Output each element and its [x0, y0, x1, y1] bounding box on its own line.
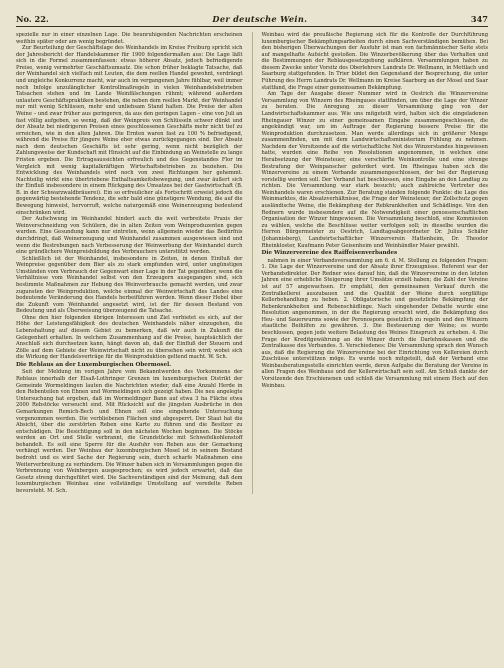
section-heading: Die Winzervereine des Raiffeisenverbandes: [261, 250, 398, 257]
paragraph: Zur Beurteilung der Geschäftslage des Weinhandels im Kreise Freiburg spricht sich der Jahresbericht der Handelskammer für 1900 folgendermaßen aus: Die Lage läßt sich in die Formel zusammenfassen: etwas höherer Absatz, jedoch befriedigende Preise, wenig vermehrter Geschäftsumsatz. Die schon früher beklagte Tatsache, daß der Weinhandel sich vielfach mit Leuten, die dem reellen Handel gewohnt, verdrängt und ungleiche Konkurrenz macht, war auch im vergangenen Jahre fühlbar, weil immer noch Infolge unzulänglicher Kontrollmaßregeln in vielen Weinhandelsbetrieben Tatsachen stehen und im Lande Weinfälschungen rühmt; während außerdem unlautere Geschäftspraktiken bestehen, die neben dem reellen Markt, der Weinhandel nur mit wenig Schlüssen, mehr und unliebsam Stand halten. Die Preise der alten Weine – und zwar früher aus geringeren, da aus den geringen Lagen – eine von Juli an fast völlig aufgeben, so wenig, daß der Weinpreis von Schlüsseln schwer dünkt und der Absatz bei niedrigeren Preisen eines geschlossenen Geschäfts mehr nicht tief zu erreichen, wie in den alten Jahren. Die Ernten waren fast zu 100 % befriedigend, während die Preise für jüngere Weine eher etwas zurückgegangen sind. Der Absatz nach dem deutschen Geschäfts ist sehr gering, wenn nicht bezüglich der Zahlungsweise der Kundschaft mit Hinsicht auf die Einbindung an Weinstelle zu lange Fristen ergeben. Die Ertragsaussichten erfreulich und des Gegenstandes Flor im Vergleich mit wenig kapitalkräftigen Wirtschaftsbetrieben zu beziehen. Die Entwicklung des Weinhandels wird noch von zwei Richtungen her gehemmt. Nachteilig wirkt eine übertriebene Enthaltsamkeitsbewegung, und zwar äußert sich ihr Einfluß insbesondere in einem Rückgang des Umsatzes bei der Gastwirtschaft (B. B. in der Schwarzwaldbräuerei). Ein so erfreulicher als Fortschritt erweist jedoch die gegenwärtig bestehende Tendenz, die sehr bald eine günstigere Wendung, die auf die Bewegung hinweist, hervorruft, welche naturgemäß eine Weinerzeugung bedeutend einschränken wird.: [16, 45, 243, 216]
right-column: [262, 32, 489, 494]
paragraph: Schließlich ist der Weinhandel, insbesondere in Zeiten, in denen Einfluß der Weinpreise gegenüber dem Bier als zu stark empfunden wird, unter ungünstigen Umständen vom Verbrauch der Gegenwart einer Lage in der Tat gegenüber, wenn die Verhältnisse vom Weinhandel selbst von den Erzeugern ausgegangen sind, sich bestimmte Maßnahmen zur Hebung des Weinverbrauchs gemacht werden, und zwar zugunsten der Weinproduktion, welche einmal der Weinwirtschaft des Landes eine bedeutende Veränderung des Handels herbeiführen werden. Wenn dieser Hebel über die Zukunft vom Weinhandel angesetzt wird, ist der für dessen Bestand von Bedeutung und als Überweisung überzeugend die Tatsache.: [16, 255, 243, 315]
paragraph: Der Aufschwung im Weinhandel hindert auch die weit verbreitete Praxis der Weinverschneidung von Schülern, die in alten Zeiten vom Weinproduzenten gegen wurden. Eine Gesundung kann nur eintreten, wenn allgemein wieder das Bedürfnis durchdringt, daß Weinerzeugung und Weinhandel zusammen ausgewiesen sind und wenn die Bestrebungen nach Verbesserung der Weinwerbung der Weinhandel durch eine gründlichere Weinpreisbildung des Verbrauchers unterstützt werden.: [16, 216, 243, 256]
paragraph: nahmen in einer Verbandsversammlung am 6. d. M. Stellung zu folgenden Fragen: 1. Die Lage der Winzervereine und der Absatz ihrer Erzeugnisse. Referent war der Verbandsdirektor. Der Redner wies darauf hin, daß die Winzervereine in den letzten Jahren eine erhebliche Steigerung ihrer Umsätze erzielt haben; die Zahl der Vereine ist auf 57 angewachsen. Er empfahl, den gemeinsamen Verkauf durch die Zentralkellerei auszubauen und die Qualität der Weine durch sorgfältige Kellerbehandlung zu heben. 2. Obligatorische und gesetzliche Bekämpfung der Rebenkrankheiten und Rebenschädlinge. Nach eingehender Debatte wurde eine Resolution angenommen, in der die Regierung ersucht wird, die Bekämpfung des Heu- und Sauerwurms sowie der Peronospora gesetzlich zu regeln und den Winzern staatliche Beihilfen zu gewähren. 3. Die Besteuerung der Weine; es wurde beschlossen, gegen jede weitere Belastung des Weines Einspruch zu erheben. 4. Die Frage der Kreditgewährung an die Winzer durch die Darlehnskassen und die Zentralkasse des Verbandes. 5. Verschiedenes: Die Versammlung sprach den Wunsch aus, daß die Regierung die Winzervereine bei der Einrichtung von Kellereien durch Zuschüsse unterstützen möge. Es wurde noch mitgeteilt, daß der Verband eine Weinbauberatungsstelle einrichten werde, deren Aufgabe die Beratung der Vereine in allen Fragen des Weinbaus und der Kellerwirtschaft sein soll. Am Schluß dankte der Vorsitzende den Erschienenen und schloß die Versammlung mit einem Hoch auf den Weinbau.: [261, 257, 488, 389]
paragraph: Ohne den hier folgenden übrigen Interessen und Ziel verbietet es sich, auf der Höhe der Leistungsfähigkeit des deutschen Weinhandels näher einzugehen, die Lebenshaltung auf diesem Gebiet zu bemerken, daß wir auch in Zukunft die Gelegenheit erhalten. In welchem Zusammenhang auf die Preise, hauptsächlich der Anschluß sich durchsetzen kann, hängt davon ab, daß der Einfluß der Steuern und Zölle auf dem Gebiete der Weinwirtschaft nicht zu übersehen sein wird; wobei sich die Wirkung der Handelsverträge für die Weinproduktion geltend macht. W. Sch.: [16, 314, 243, 361]
column-divider: [252, 32, 253, 494]
paragraph: spezielle nur in einer einzelnen Lage. Die beunruhigenden Nachrichten erscheinen weithin später oder am wenig begründet.: [16, 32, 243, 45]
left-column: [16, 32, 243, 494]
text-columns: [16, 32, 488, 494]
paragraph: Seit der Meldung im vorigen Jahre vom Bekanntwerden des Vorkommens der Reblaus innerhalb der Elsaß-Lothringer Grenzen im luxemburgischen Distrikt der Gemeinde Wormeldingen lauten die Nachrichten wieder, daß eine Anzahl Herde in den Rebenteilen von Ehnen und Wormeldingen sich gezeigt haben. Die neu angelegte Untersuchung hat ergeben, daß im Wormeldinger Bann auf etwa 3 ha Fläche etwa 2000 Rebstöcke verseucht sind. Mit Rücksicht auf die jüngsten Ausbrüche in den Gemarkungen Remich-Bech und Ehnen soll eine eingehende Untersuchung vorgenommen werden. Die verbliebenen Flächen sind abgesperrt. Der Staat hat die Absicht, über die zerstörten Reben eine Karte zu führen und die Besitzer zu entschädigen. Die Besichtigung soll in den nächsten Wochen beginnen. Die Stöcke werden an Ort und Stelle verbrannt, die Grundstücke mit Schwefelkohlenstoff behandelt. Es soll eine Sperre für die Ausfuhr von Reben aus der Gemarkung verhängt werden. Der Weinbau der luxemburgischen Mosel ist in seinem Bestand bedroht und es wird Sache der Regierung sein, durch scharfe Maßnahmen eine Weiterverbreitung zu verhindern. Die Winzer haben sich in Versammlungen gegen die Verbrennung von Weinbergen ausgesprochen; es wird jedoch erwartet, daß das Gesetz streng durchgeführt wird. Die Sachverständigen sind der Meinung, daß dem luxemburgischen Weinbau eine vollständige Umstellung auf veredelte Reben bevorsteht. M. Sch.: [16, 369, 243, 494]
journal-title: Der deutsche Wein.: [212, 14, 308, 24]
page-header: [16, 14, 488, 27]
issue-number: No. 22.: [16, 14, 49, 24]
page-number: 347: [470, 14, 488, 24]
paragraph: Am Tage der Ausgabe dieser Nummer wird in Oestrich die Winzervereine Versammlung von Winzern des Rheingaues stattfinden, um über die Lage der Winzer zu beraten. Die Anregung zu dieser Versammlung ging von der Landwirtschaftskammer aus. Wie uns mitgeteilt wird, halten sich die eingeladenen Rheingauer Winzer zu einer gemeinsamen Eingabe zusammengeschlossen, die angekündigt war, um im Auftrage der Regierung bessere Preise für die Weinproduktion durchzusetzen. Man werde allerdings sich in größerer Menge zusammenfinden, um mit dem Landwirtschaftsministerium Fühlung zu nehmen. Nachdem der Vorsitzende auf die wirtschaftliche Not des Winzerstandes hingewiesen hatte, wurden eine Reihe von Resolutionen angenommen, in welchen eine Herabsetzung der Weinsteuer, eine verschärfte Weinkontrolle und eine strenge Bestrafung der Weinpanscher gefordert wird. Im Rheingau haben sich die Winzervereine zu einem Verbande zusammengeschlossen, der bei der Regierung vorstellig werden soll. Der Verband hat beschlossen, eine Eingabe an den Landtag zu richten. Die Versammlung war stark besucht; auch zahlreiche Vertreter des Weinhandels waren erschienen. Zur Beratung standen folgende Punkte: die Lage des Weinmarktes, die Absatzverhältnisse, die Frage der Weinsteuer, der Zollschutz gegen ausländische Weine, die Bekämpfung der Rebkrankheiten und Schädlinge. Von den Rednern wurde insbesondere auf die Notwendigkeit einer genossenschaftlichen Organisation der Winzer hingewiesen. Die Versammlung beschloß, eine Kommission zu wählen, welche die Beschlüsse weiter verfolgen soll; in dieselbe wurden die Herren Bürgermeister zu Oestrich, Landtagsabgeordneter Dr. Julius Schäfer (Johannisberg), Landwirtschaftlicher Winzerverein Hattenheim, Dr. Theodor Rheinkloster, Kaufmann Peter Geisenheim und Weinhändler Maier gewählt.: [261, 91, 488, 249]
paragraph: Weinbau wird die preußische Regierung sich für die Kontrolle der Durchführung luxemburgischer Bekämpfungsarbeiten durch einen Sachverständigen bemühen. Bei den bisherigen Überwachungen der Ausfuhr ist man von fachmännischer Seite stets auf mangelhafte Aufsicht gestoßen. Die Winzerbevölkerung über das Verhalten und die Bestimmungen der Reblausgesetzgebung aufklären. Versammlungen haben zu diesem Zwecke unter Vorsitz des Oberlehrers Landrats Dr. Wellmann, in Mettlach und Saarburg stattgefunden. In Trier bildet den Gegenstand der Besprechung, die unter Führung des Herrn Landrats Dr. Wellmann im Kreise Saarburg an der Mosel und Saar stattfand, die Frage einer gemeinsamen Bekämpfung.: [261, 32, 488, 91]
section-heading: Die Reblaus an der Luxemburgischen Obermosel.: [16, 361, 172, 368]
